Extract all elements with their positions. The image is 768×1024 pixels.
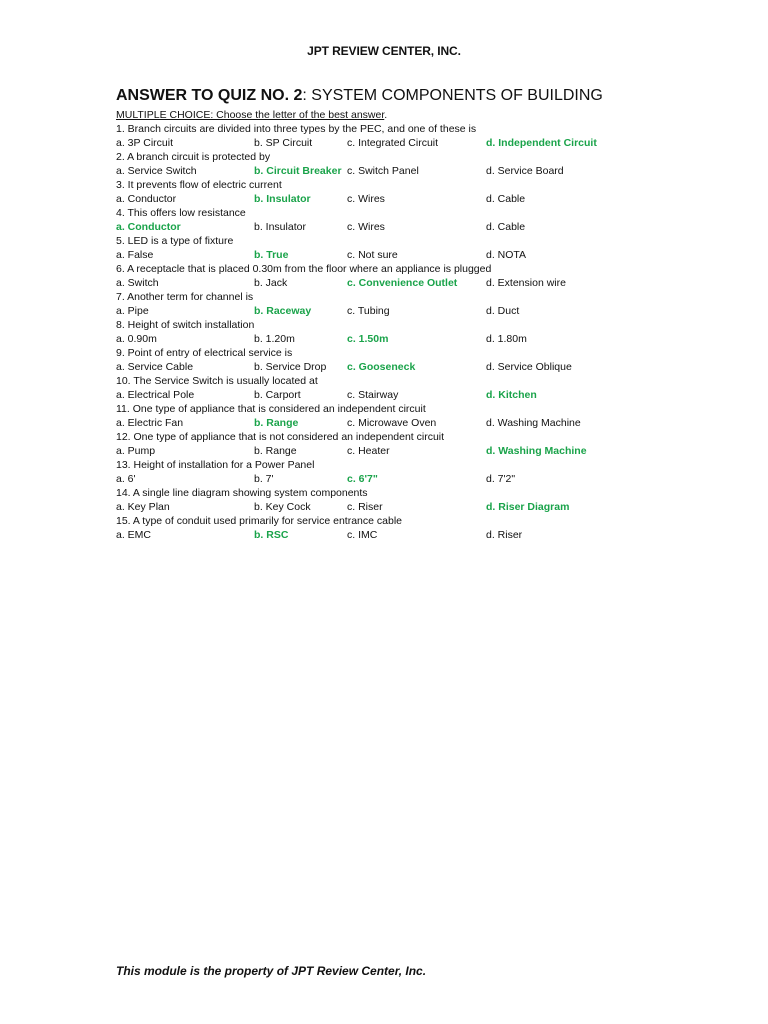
question-item <box>116 514 636 542</box>
choice-option: a. EMC <box>116 529 152 541</box>
question-item <box>116 262 636 290</box>
choice-option: c. Wires <box>347 193 385 205</box>
choice-correct-answer: d. Washing Machine <box>486 445 587 457</box>
choice-option: b. Range <box>254 445 297 457</box>
choice-row <box>116 528 636 542</box>
choice-option: c. Integrated Circuit <box>347 137 439 149</box>
choice-option: b. SP Circuit <box>254 137 313 149</box>
choice-row <box>116 136 636 150</box>
quiz-title-rest: : SYSTEM COMPONENTS OF BUILDING <box>302 87 603 104</box>
choice-correct-answer: c. Gooseneck <box>347 361 416 373</box>
choice-correct-answer: b. Circuit Breaker <box>254 165 342 177</box>
choice-correct-answer: a. Conductor <box>116 221 181 233</box>
question-item <box>116 290 636 318</box>
page-footer: This module is the property of JPT Review Center, Inc. <box>116 964 427 978</box>
question-item <box>116 374 636 402</box>
choice-row <box>116 164 636 178</box>
choice-option: d. 7'2" <box>486 473 516 485</box>
question-text: 11. One type of appliance that is considered an independent circuit <box>116 403 426 415</box>
choice-option: d. NOTA <box>486 249 527 261</box>
choice-correct-answer: b. True <box>254 249 289 261</box>
choice-option: a. Electrical Pole <box>116 389 195 401</box>
choice-option: a. Electric Fan <box>116 417 184 429</box>
choice-row <box>116 444 636 458</box>
question-item <box>116 206 636 234</box>
choice-option: d. Washing Machine <box>486 417 581 429</box>
choice-option: b. Insulator <box>254 221 306 233</box>
choice-row <box>116 388 636 402</box>
choice-option: a. False <box>116 249 154 261</box>
choice-option: b. Key Cock <box>254 501 311 513</box>
instruction-end: . <box>384 109 388 121</box>
choice-option: d. Cable <box>486 193 526 205</box>
choice-correct-answer: d. Riser Diagram <box>486 501 570 513</box>
question-text: 4. This offers low resistance <box>116 207 246 219</box>
choice-option: b. 7' <box>254 473 274 485</box>
choice-option: a. Conductor <box>116 193 177 205</box>
choice-correct-answer: d. Kitchen <box>486 389 537 401</box>
choice-option: a. 0.90m <box>116 333 157 345</box>
choice-option: d. Riser <box>486 529 523 541</box>
choice-option: c. IMC <box>347 529 378 541</box>
choice-row <box>116 500 636 514</box>
question-text: 12. One type of appliance that is not considered an independent circuit <box>116 431 445 443</box>
question-text: 6. A receptacle that is placed 0.30m from the floor where an appliance is plugged <box>116 263 492 275</box>
question-text: 2. A branch circuit is protected by <box>116 151 271 163</box>
question-item <box>116 150 636 178</box>
choice-row <box>116 220 636 234</box>
choice-option: d. Duct <box>486 305 520 317</box>
choice-option: b. Carport <box>254 389 301 401</box>
question-text: 5. LED is a type of fixture <box>116 235 234 247</box>
choice-row <box>116 360 636 374</box>
choice-option: a. 6' <box>116 473 136 485</box>
choice-option: d. Extension wire <box>486 277 566 289</box>
choice-option: d. Cable <box>486 221 526 233</box>
choice-row <box>116 332 636 346</box>
choice-option: c. Microwave Oven <box>347 417 437 429</box>
question-text: 8. Height of switch installation <box>116 319 255 331</box>
choice-option: c. Stairway <box>347 389 399 401</box>
instruction-text: MULTIPLE CHOICE: Choose the letter of the best answer <box>116 109 385 121</box>
question-item <box>116 234 636 262</box>
question-text: 15. A type of conduit used primarily for service entrance cable <box>116 515 402 527</box>
question-item <box>116 430 636 458</box>
choice-option: d. Service Board <box>486 165 564 177</box>
question-text: 1. Branch circuits are divided into three types by the PEC, and one of these is <box>116 123 477 135</box>
question-item <box>116 402 636 430</box>
choice-option: c. Riser <box>347 501 383 513</box>
choice-correct-answer: b. Range <box>254 417 299 429</box>
choice-row <box>116 472 636 486</box>
choice-option: b. Jack <box>254 277 288 289</box>
choice-correct-answer: b. Insulator <box>254 193 311 205</box>
quiz-list <box>116 122 636 542</box>
page-header: JPT REVIEW CENTER, INC. <box>307 44 461 58</box>
instruction-line <box>116 109 387 121</box>
choice-correct-answer: c. Convenience Outlet <box>347 277 458 289</box>
question-text: 9. Point of entry of electrical service is <box>116 347 293 359</box>
quiz-title <box>116 87 603 105</box>
choice-option: d. Service Oblique <box>486 361 572 373</box>
choice-correct-answer: c. 1.50m <box>347 333 389 345</box>
question-text: 3. It prevents flow of electric current <box>116 179 282 191</box>
question-text: 10. The Service Switch is usually located at <box>116 375 318 387</box>
question-item <box>116 122 636 150</box>
choice-option: a. Pipe <box>116 305 149 317</box>
choice-row <box>116 304 636 318</box>
choice-option: d. 1.80m <box>486 333 527 345</box>
choice-option: b. 1.20m <box>254 333 295 345</box>
choice-option: c. Heater <box>347 445 390 457</box>
choice-option: a. Service Switch <box>116 165 197 177</box>
quiz-title-bold: ANSWER TO QUIZ NO. 2 <box>116 87 303 104</box>
question-text: 13. Height of installation for a Power Panel <box>116 459 315 471</box>
choice-option: a. 3P Circuit <box>116 137 173 149</box>
choice-row <box>116 276 636 290</box>
question-item <box>116 178 636 206</box>
question-item <box>116 318 636 346</box>
choice-option: a. Key Plan <box>116 501 170 513</box>
question-text: 7. Another term for channel is <box>116 291 254 303</box>
choice-correct-answer: c. 6'7" <box>347 473 378 485</box>
choice-option: a. Pump <box>116 445 156 457</box>
choice-option: a. Switch <box>116 277 159 289</box>
choice-option: b. Service Drop <box>254 361 327 373</box>
choice-option: c. Not sure <box>347 249 398 261</box>
question-item <box>116 458 636 486</box>
choice-correct-answer: b. Raceway <box>254 305 312 317</box>
choice-row <box>116 192 636 206</box>
choice-row <box>116 416 636 430</box>
choice-option: c. Tubing <box>347 305 390 317</box>
choice-option: c. Switch Panel <box>347 165 419 177</box>
choice-correct-answer: d. Independent Circuit <box>486 137 597 149</box>
question-text: 14. A single line diagram showing system components <box>116 487 368 499</box>
choice-option: c. Wires <box>347 221 385 233</box>
choice-option: a. Service Cable <box>116 361 194 373</box>
choice-correct-answer: b. RSC <box>254 529 289 541</box>
question-item <box>116 346 636 374</box>
question-item <box>116 486 636 514</box>
choice-row <box>116 248 636 262</box>
